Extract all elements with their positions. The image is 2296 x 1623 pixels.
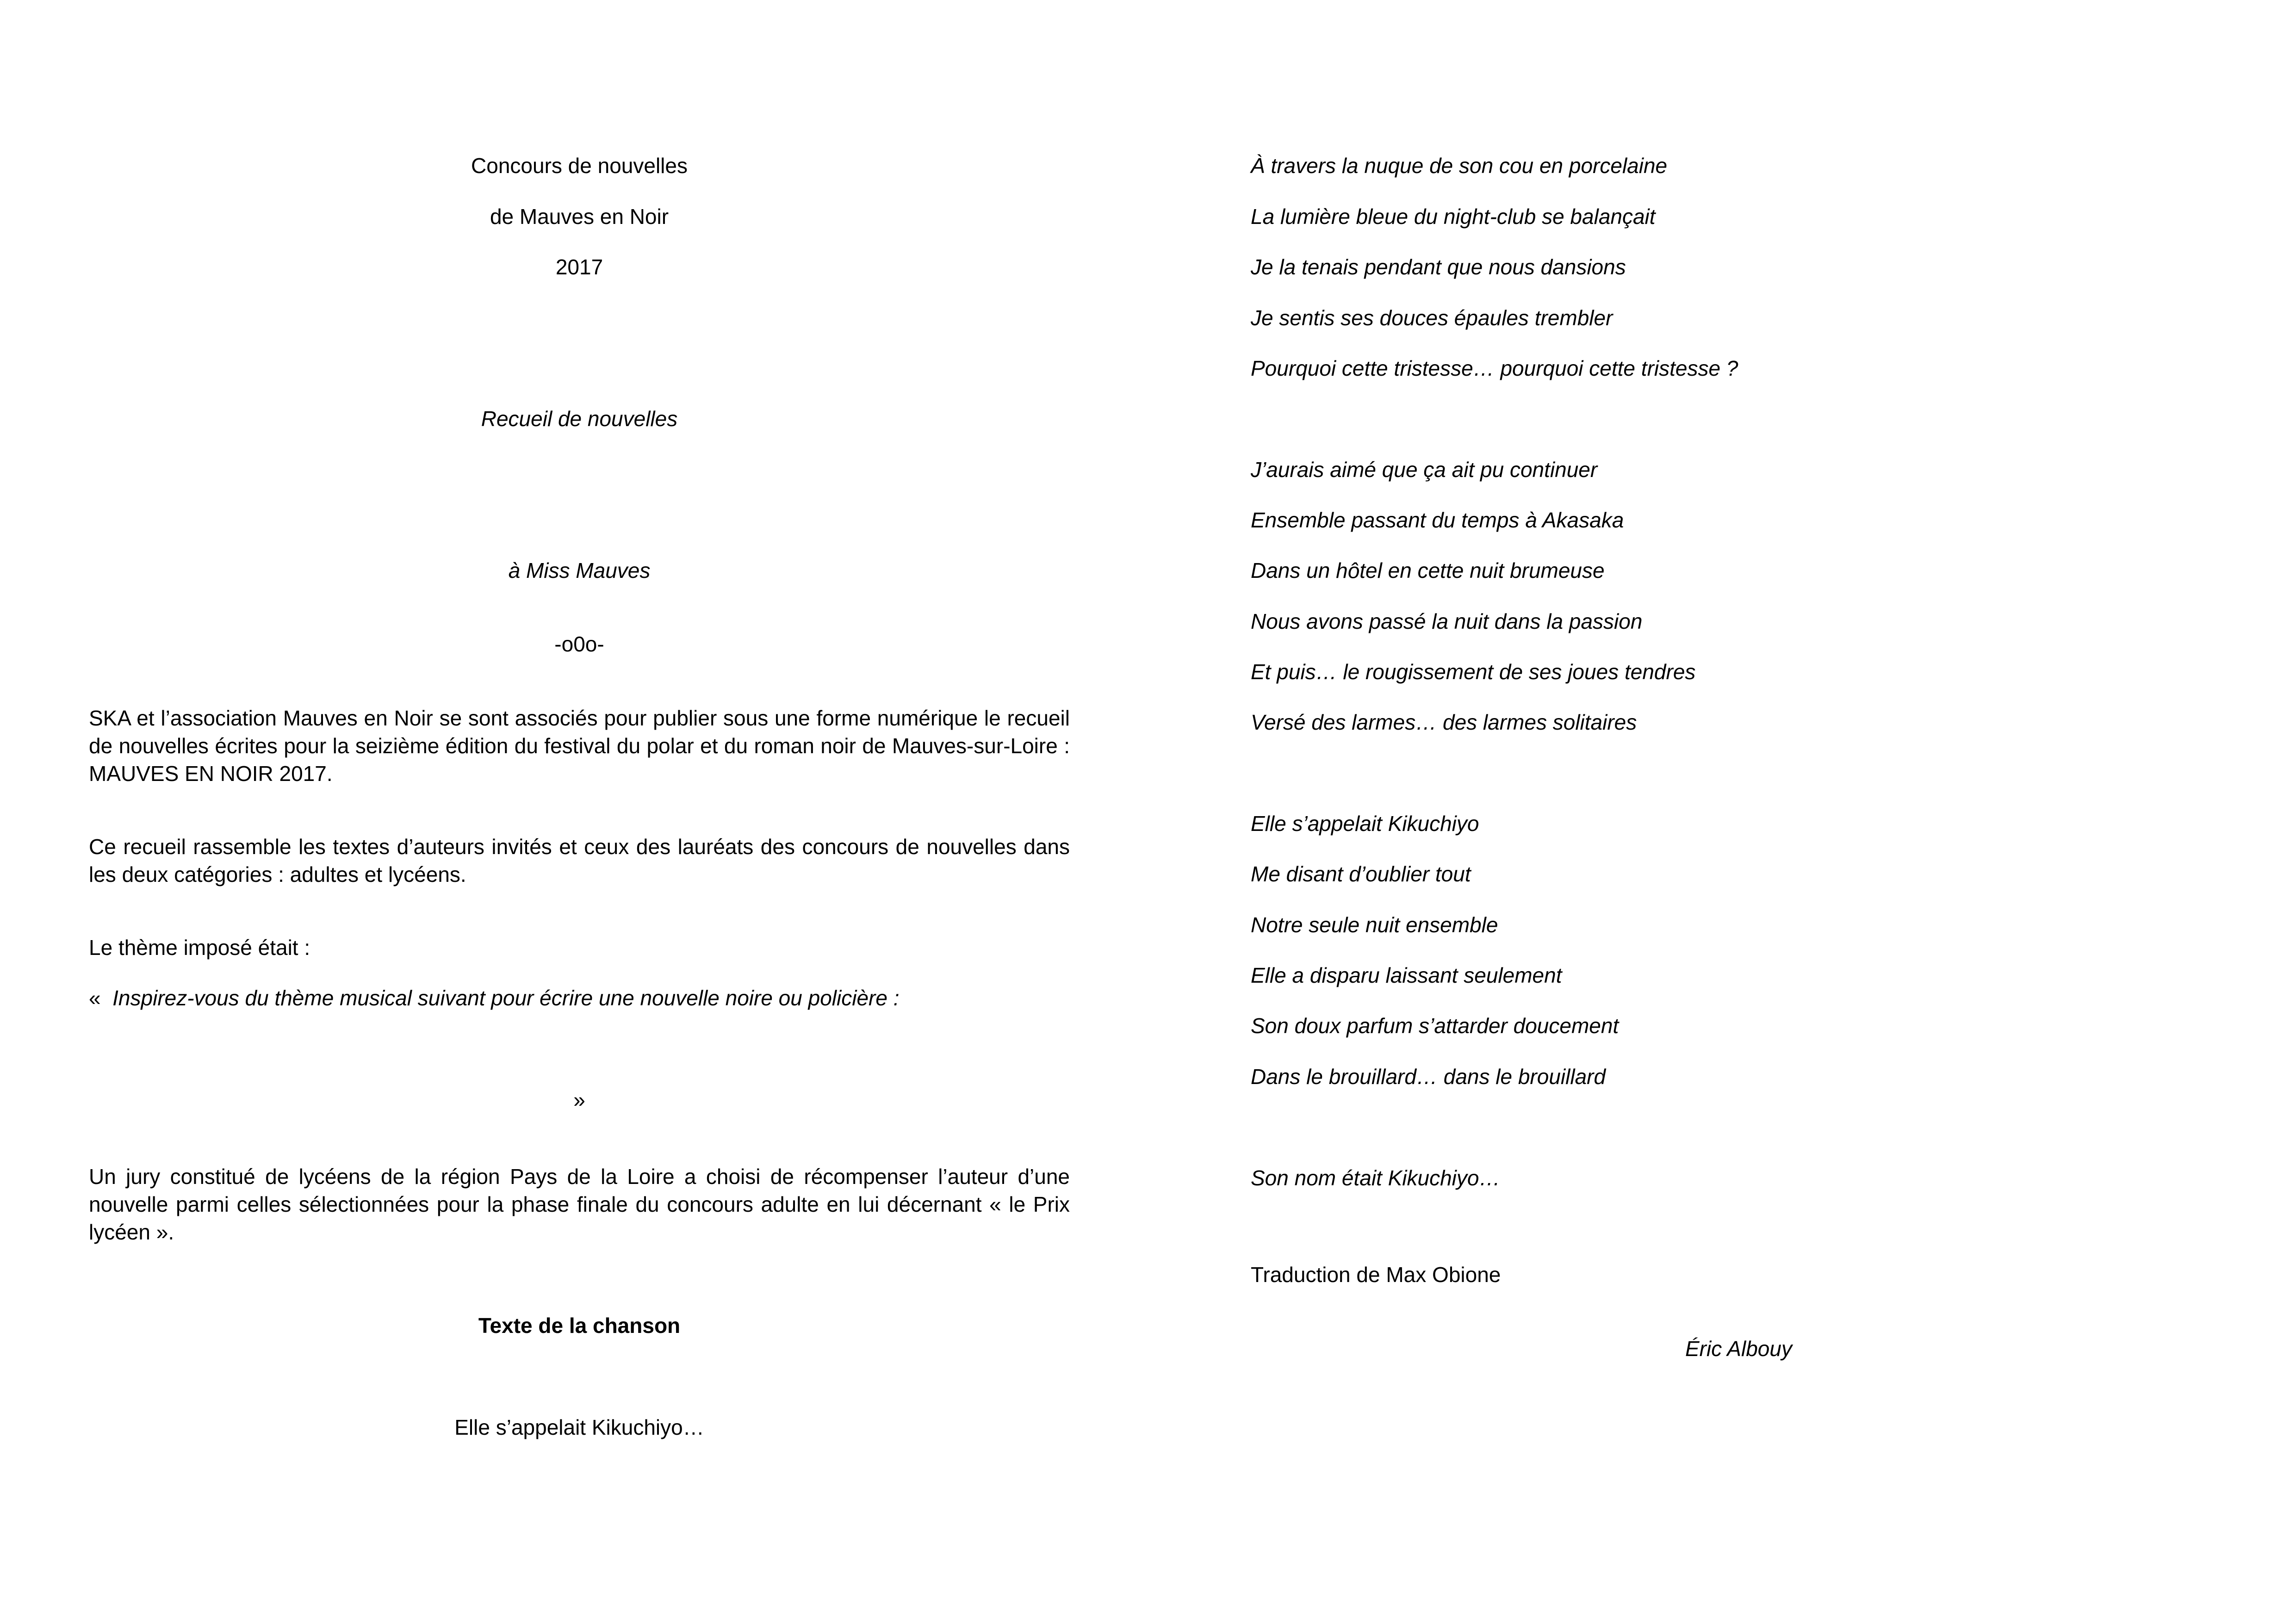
theme-line xyxy=(89,984,900,1012)
song-heading: Texte de la chanson xyxy=(478,1313,681,1338)
lyric-line: Je sentis ses douces épaules trembler xyxy=(1251,306,1613,330)
lyric-line: Nous avons passé la nuit dans la passion xyxy=(1251,609,1643,633)
lyric-line: Dans un hôtel en cette nuit brumeuse xyxy=(1251,558,1605,582)
title-year: 2017 xyxy=(555,255,603,279)
theme-label: Le thème imposé était : xyxy=(89,935,310,960)
closing-line: Son nom était Kikuchiyo… xyxy=(1251,1166,1501,1190)
jury-paragraph: Un jury constitué de lycéens de la région Pays de la Loire a choisi de récompenser l’auteur d’une nouvelle parmi celles sélectionnées pour la phase finale du concours adulte en lui décernant « le Prix lycéen ». xyxy=(89,1165,1070,1244)
lyric-line: Dans le brouillard… dans le brouillard xyxy=(1251,1065,1606,1089)
lyric-line: À travers la nuque de son cou en porcelaine xyxy=(1251,154,1668,178)
lyric-line: Versé des larmes… des larmes solitaires xyxy=(1251,710,1637,734)
author-signature: Éric Albouy xyxy=(1685,1337,1792,1361)
right-column xyxy=(1251,0,2222,1623)
title-line-1: Concours de nouvelles xyxy=(471,154,688,178)
intro-paragraph: SKA et l’association Mauves en Noir se sont associés pour publier sous une forme numérique le recueil de nouvelles écrites pour la seizième édition du festival du polar et du roman noir de Mauves-sur-Loire : MAUVES EN NOIR 2017. xyxy=(89,706,1070,786)
open-quote: « xyxy=(89,986,101,1010)
left-column xyxy=(89,0,1070,1623)
lyric-line: Son doux parfum s’attarder doucement xyxy=(1251,1014,1619,1038)
lyric-line: Me disant d’oublier tout xyxy=(1251,862,1471,886)
subtitle: Recueil de nouvelles xyxy=(481,407,678,431)
lyric-line: Ensemble passant du temps à Akasaka xyxy=(1251,508,1624,532)
lyric-line: Et puis… le rougissement de ses joues tendres xyxy=(1251,660,1696,684)
song-title: Elle s’appelait Kikuchiyo… xyxy=(454,1415,704,1439)
translation-credit: Traduction de Max Obione xyxy=(1251,1263,1501,1287)
lyric-line: Pourquoi cette tristesse… pourquoi cette tristesse ? xyxy=(1251,356,1738,380)
lyric-line: J’aurais aimé que ça ait pu continuer xyxy=(1251,458,1598,482)
theme-text: Inspirez-vous du thème musical suivant pour écrire une nouvelle noire ou policière : xyxy=(112,986,900,1010)
close-quote: » xyxy=(573,1088,585,1112)
lyric-line: Notre seule nuit ensemble xyxy=(1251,913,1498,937)
dedication: à Miss Mauves xyxy=(508,558,651,582)
collection-paragraph: Ce recueil rassemble les textes d’auteurs invités et ceux des lauréats des concours de nouvelles dans les deux catégories : adultes et lycéens. xyxy=(89,835,1070,886)
title-line-2: de Mauves en Noir xyxy=(490,204,669,229)
lyric-line: La lumière bleue du night-club se balançait xyxy=(1251,204,1656,229)
separator: -o0o- xyxy=(554,632,604,656)
lyric-line: Elle s’appelait Kikuchiyo xyxy=(1251,812,1479,836)
lyric-line: Je la tenais pendant que nous dansions xyxy=(1251,255,1626,279)
lyric-line: Elle a disparu laissant seulement xyxy=(1251,963,1562,987)
